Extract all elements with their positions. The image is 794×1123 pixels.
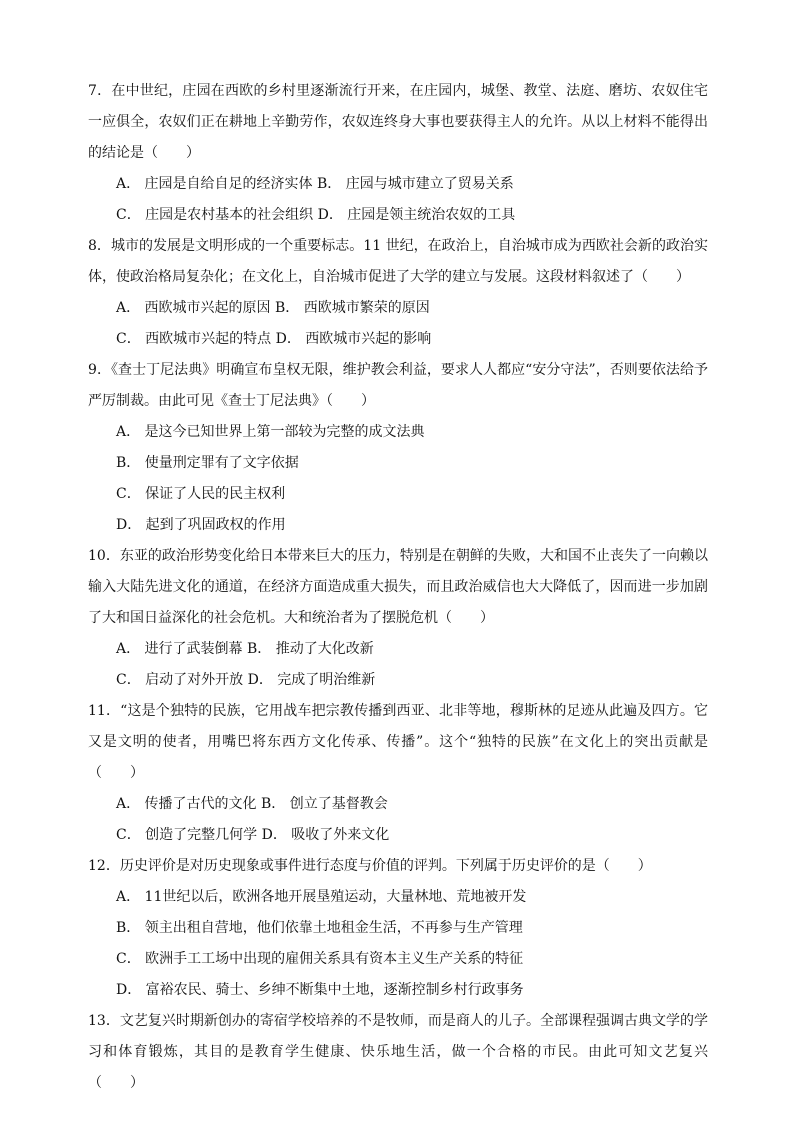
option-line: C． 创造了完整几何学 D． 吸收了外来文化 xyxy=(116,827,390,843)
option-line: C． 启动了对外开放 D． 完成了明治维新 xyxy=(116,672,376,688)
option-line: A． 传播了古代的文化 B． 创立了基督教会 xyxy=(116,796,388,812)
question-stem: 10．东亚的政治形势变化给日本带来巨大的压力，特别是在朝鲜的失败，大和国不止丧失了一向赖以输入大陆先进文化的通道，在经济方面造成重大损失，而且政治威信也大大降低了，因而进一步加剧了大和国日益深化的社会危机。大和统治者为了摆脱危机（ ） xyxy=(88,548,708,626)
question-stem: 12．历史评价是对历史现象或事件进行态度与价值的评判。下列属于历史评价的是（ ） xyxy=(88,858,652,874)
question-7 xyxy=(88,76,708,231)
option-line: C． 西欧城市兴起的特点 D． 西欧城市兴起的影响 xyxy=(116,331,432,347)
question-9 xyxy=(88,355,708,541)
question-stem: 7．在中世纪，庄园在西欧的乡村里逐渐流行开来，在庄园内，城堡、教堂、法庭、磨坊、农奴住宅一应俱全，农奴们正在耕地上辛勤劳作，农奴连终身大事也要获得主人的允许。从以上材料不能得出的结论是（ ） xyxy=(88,83,708,161)
option-line: D． 起到了巩固政权的作用 xyxy=(116,517,286,533)
question-10 xyxy=(88,541,708,696)
option-line: C． 庄园是农村基本的社会组织 D． 庄园是领主统治农奴的工具 xyxy=(116,207,516,223)
question-stem: 11．“这是个独特的民族，它用战车把宗教传播到西亚、北非等地，穆斯林的足迹从此遍及四方。它又是文明的使者，用嘴巴将东西方文化传承、传播”。这个“独特的民族”在文化上的突出贡献是（ ） xyxy=(88,703,708,781)
question-stem: 13．文艺复兴时期新创办的寄宿学校培养的不是牧师，而是商人的儿子。全部课程强调古典文学的学习和体育锻炼，其目的是教育学生健康、快乐地生活，做一个合格的市民。由此可知文艺复兴（ ） xyxy=(88,1013,708,1091)
question-8 xyxy=(88,231,708,355)
option-line: B． 使量刑定罪有了文字依据 xyxy=(116,455,299,471)
option-line: B． 领主出租自营地，他们依靠土地租金生活，不再参与生产管理 xyxy=(116,920,523,936)
question-11 xyxy=(88,696,708,851)
option-line: A． 庄园是自给自足的经济实体 B． 庄园与城市建立了贸易关系 xyxy=(116,176,514,192)
option-line: A． 进行了武装倒幕 B． 推动了大化改新 xyxy=(116,641,374,657)
option-line: A． 是这今已知世界上第一部较为完整的成文法典 xyxy=(116,424,425,440)
option-line: C． 保证了人民的民主权利 xyxy=(116,486,286,502)
question-12 xyxy=(88,851,708,1006)
option-line: C． 欧洲手工工场中出现的雇佣关系具有资本主义生产关系的特征 xyxy=(116,951,524,967)
question-stem: 8．城市的发展是文明形成的一个重要标志。11 世纪，在政治上，自治城市成为西欧社会新的政治实体，使政治格局复杂化；在文化上，自治城市促进了大学的建立与发展。这段材料叙述了（ ） xyxy=(88,238,708,285)
question-13 xyxy=(88,1006,708,1099)
option-line: A． 西欧城市兴起的原因 B． 西欧城市繁荣的原因 xyxy=(116,300,430,316)
question-stem: 9．《查士丁尼法典》明确宣布皇权无限，维护教会利益，要求人人都应“安分守法”，否则要依法给予严厉制裁。由此可见《查士丁尼法典》（ ） xyxy=(88,362,708,409)
option-line: A． 11世纪以后，欧洲各地开展垦殖运动，大量林地、荒地被开发 xyxy=(116,889,527,905)
option-line: D． 富裕农民、骑士、乡绅不断集中土地，逐渐控制乡村行政事务 xyxy=(116,982,524,998)
